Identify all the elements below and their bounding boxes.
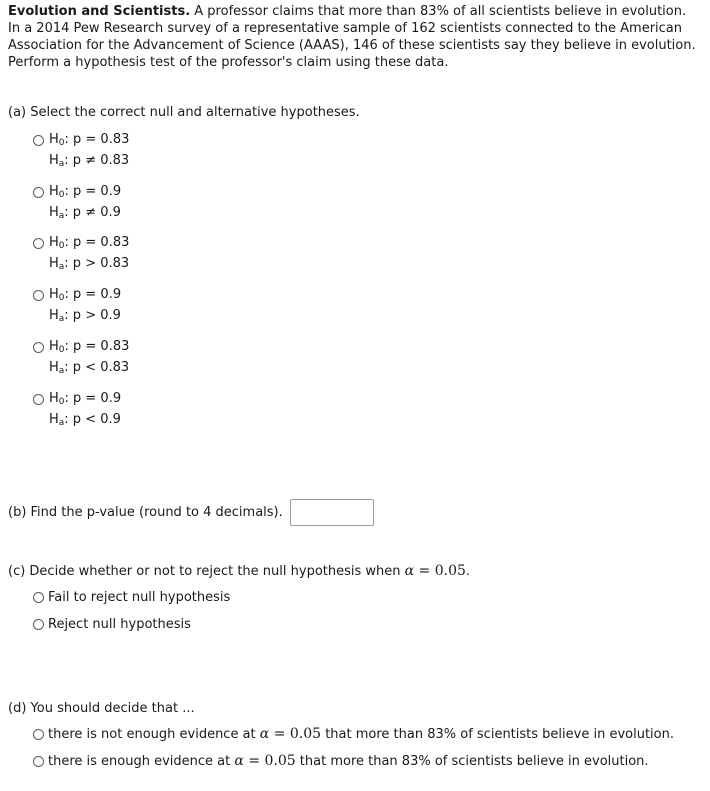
- option-label: Reject null hypothesis: [48, 617, 191, 632]
- part-b-label: (b) Find the p-value (round to 4 decimals).: [8, 505, 283, 520]
- radio-button[interactable]: [33, 729, 44, 740]
- alternative-hypothesis: $H_a$: p < 0.83: [49, 360, 130, 376]
- hypothesis-option-4[interactable]: [33, 286, 193, 330]
- radio-button[interactable]: [33, 290, 44, 301]
- radio-button[interactable]: [33, 342, 44, 353]
- alternative-hypothesis: $H_a$: p > 0.9: [49, 308, 121, 324]
- enough-evidence-option[interactable]: [33, 753, 649, 769]
- alternative-hypothesis: $H_a$: p ≠ 0.83: [49, 153, 130, 169]
- radio-button[interactable]: [33, 394, 44, 405]
- null-hypothesis: $H_0$: p = 0.9: [49, 184, 122, 200]
- not-enough-evidence-option[interactable]: [33, 726, 674, 742]
- hypothesis-option-1[interactable]: [33, 131, 193, 175]
- part-d-label: (d) You should decide that ...: [8, 701, 195, 716]
- alpha-symbol: α: [404, 563, 415, 579]
- radio-button[interactable]: [33, 592, 44, 603]
- null-hypothesis: $H_0$: p = 0.83: [49, 235, 130, 251]
- fail-to-reject-option[interactable]: [33, 590, 230, 605]
- radio-button[interactable]: [33, 619, 44, 630]
- alpha-value: 0.05: [434, 563, 466, 579]
- part-a-label: (a) Select the correct null and alternative hypotheses.: [8, 105, 360, 120]
- option-label: there is not enough evidence at α = 0.05 that more than 83% of scientists believe in evolution.: [48, 726, 674, 742]
- problem-text: A professor claims that more than 83% of all scientists believe in evolution. In a 2014 Pew Research survey of a representative sample of 162 scientists connected to the American Association for the Advancement of Science (AAAS), 146 of these scientists say they believe in evolution. Perform a hypothesis test of the professor's claim using these data.: [8, 4, 696, 70]
- null-hypothesis: $H_0$: p = 0.9: [49, 391, 122, 407]
- hypothesis-option-2[interactable]: [33, 183, 193, 227]
- alternative-hypothesis: $H_a$: p < 0.9: [49, 412, 121, 428]
- reject-option[interactable]: [33, 617, 191, 632]
- p-value-input[interactable]: [290, 499, 374, 526]
- problem-intro: [8, 3, 702, 71]
- problem-title: Evolution and Scientists.: [8, 4, 191, 19]
- alternative-hypothesis: $H_a$: p > 0.83: [49, 256, 130, 272]
- radio-button[interactable]: [33, 135, 44, 146]
- radio-button[interactable]: [33, 187, 44, 198]
- hypothesis-option-6[interactable]: [33, 390, 193, 434]
- null-hypothesis: $H_0$: p = 0.83: [49, 132, 130, 148]
- radio-button[interactable]: [33, 238, 44, 249]
- option-label: there is enough evidence at α = 0.05 that more than 83% of scientists believe in evolution.: [48, 753, 649, 769]
- radio-button[interactable]: [33, 756, 44, 767]
- alternative-hypothesis: $H_a$: p ≠ 0.9: [49, 205, 121, 221]
- hypothesis-option-5[interactable]: [33, 338, 193, 382]
- hypothesis-option-3[interactable]: [33, 234, 193, 278]
- part-c-label: (c) Decide whether or not to reject the null hypothesis when α = 0.05.: [8, 563, 471, 579]
- option-label: Fail to reject null hypothesis: [48, 590, 231, 605]
- null-hypothesis: $H_0$: p = 0.83: [49, 339, 130, 355]
- null-hypothesis: $H_0$: p = 0.9: [49, 287, 122, 303]
